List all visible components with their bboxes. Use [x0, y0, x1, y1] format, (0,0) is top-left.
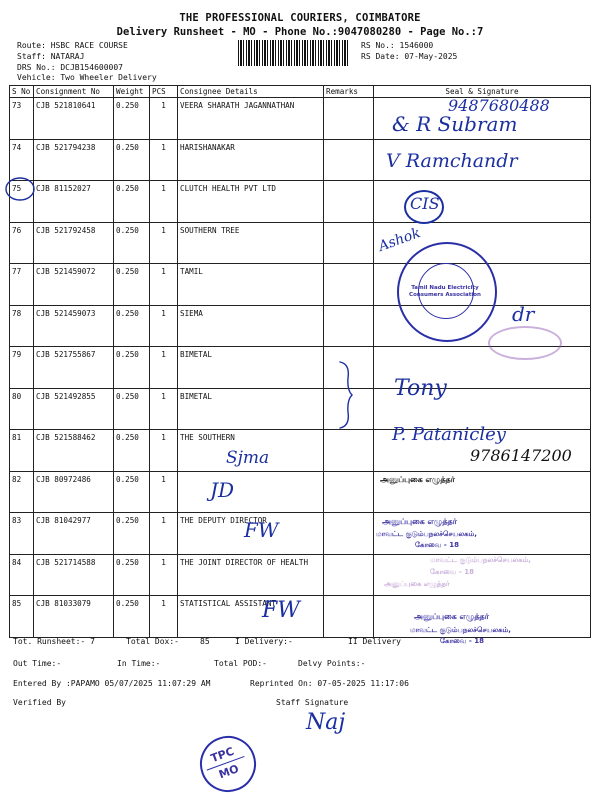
cell-consignee: CLUTCH HEALTH PVT LTD [178, 181, 324, 223]
company-title: THE PROFESSIONAL COURIERS, COIMBATORE [179, 12, 421, 24]
table-row [10, 181, 591, 223]
cell-remarks [324, 181, 374, 223]
cell-consignee: SIEMA [178, 305, 324, 347]
in-time-label: In Time:- [117, 659, 161, 668]
total-runsheet: Tot. Runsheet:- 7 [13, 637, 95, 646]
cell-remarks [324, 222, 374, 264]
cell-weight: 0.250 [114, 139, 150, 181]
col-sno: S No [10, 86, 34, 98]
cell-pcs: 1 [150, 554, 178, 596]
faded-stamp [488, 326, 562, 360]
cell-pcs: 1 [150, 264, 178, 306]
tpc-stamp-bottom-text: MO [217, 762, 241, 782]
staff-label: Staff: NATARAJ [17, 52, 85, 61]
tamil-stamp-received-1: அனுப்புகை எழுத்தர் [380, 475, 455, 484]
staff-signature-label: Staff Signature [276, 698, 349, 707]
cell-pcs: 1 [150, 430, 178, 472]
col-remarks: Remarks [324, 86, 374, 98]
cell-remarks [324, 554, 374, 596]
brace-mark-79-80 [336, 360, 356, 430]
cell-consignee: THE SOUTHERN [178, 430, 324, 472]
cell-consignee [178, 471, 324, 513]
cell-consignee: HARISHANAKAR [178, 139, 324, 181]
cell-remarks [324, 513, 374, 555]
tamil-stamp-received-2: அனுப்புகை எழுத்தர் [382, 517, 457, 526]
cell-remarks [324, 139, 374, 181]
handwritten-phone-73: 9487680488 [448, 96, 550, 115]
cell-weight: 0.250 [114, 222, 150, 264]
cell-sno: 85 [10, 596, 34, 638]
cell-pcs: 1 [150, 98, 178, 140]
barcode [238, 40, 350, 66]
cell-sno: 78 [10, 305, 34, 347]
row75-circle-mark [4, 176, 38, 202]
i-delivery-label: I Delivery:- [235, 637, 293, 646]
tamil-stamp-city-1: கோவை - 18 [415, 541, 459, 549]
staff-handwritten-signature: Naj [306, 710, 346, 735]
cell-consignee: THE DEPUTY DIRECTOR [178, 513, 324, 555]
cell-pcs: 1 [150, 139, 178, 181]
cell-sno: 80 [10, 388, 34, 430]
handwritten-signature-76: Ashok [376, 225, 423, 255]
cell-consignee: BIMETAL [178, 347, 324, 389]
col-consignee: Consignee Details [178, 86, 324, 98]
tamil-stamp-office-faded: மாவட்ட குடும்பநலச்செயலகம், [430, 556, 531, 564]
cell-consignment: CJB 521810641 [34, 98, 114, 140]
cell-consignment: CJB 521459072 [34, 264, 114, 306]
cell-sno: 79 [10, 347, 34, 389]
cell-remarks [324, 98, 374, 140]
cell-consignment: CJB 521792458 [34, 222, 114, 264]
tamil-stamp-received-faded: அனுப்புகை எழுத்தர் [384, 580, 450, 588]
cell-sno: 73 [10, 98, 34, 140]
cell-remarks [324, 596, 374, 638]
handwritten-signature-83: FW [244, 518, 279, 542]
cell-consignment: CJB 521459073 [34, 305, 114, 347]
total-dox-value: 85 [200, 637, 210, 646]
delivery-points-label: Delvy Points:- [298, 659, 366, 668]
col-pcs: PCS [150, 86, 178, 98]
entered-by: Entered By :PAPAMO 05/07/2025 11:07:29 AM [13, 679, 211, 688]
cell-weight: 0.250 [114, 471, 150, 513]
table-row [10, 471, 591, 513]
total-pod-label: Total POD:- [214, 659, 267, 668]
cell-sno: 82 [10, 471, 34, 513]
cell-consignee: BIMETAL [178, 388, 324, 430]
cell-sno: 74 [10, 139, 34, 181]
cell-consignment: CJB 81033079 [34, 596, 114, 638]
runsheet-subtitle: Delivery Runsheet - MO - Phone No.:9047080280 - Page No.:7 [116, 26, 484, 38]
cell-consignment: CJB 521714588 [34, 554, 114, 596]
cell-weight: 0.250 [114, 596, 150, 638]
cell-sno: 81 [10, 430, 34, 472]
handwritten-name-81: Sjma [226, 448, 270, 468]
vehicle-label: Vehicle: Two Wheeler Delivery [17, 73, 157, 82]
tamil-stamp-city-faded: கோவை - 18 [430, 568, 474, 576]
cell-pcs: 1 [150, 305, 178, 347]
handwritten-phone-81: 9786147200 [470, 446, 572, 465]
cell-pcs: 1 [150, 347, 178, 389]
cell-sno: 75 [10, 181, 34, 223]
handwritten-signature-81: P. Patanicley [392, 424, 506, 445]
handwritten-signature-73: & R Subram [392, 112, 518, 136]
cell-remarks [324, 264, 374, 306]
tamil-stamp-received-3: அனுப்புகை எழுத்தர் [414, 612, 489, 621]
ii-delivery-label: II Delivery [348, 637, 401, 646]
cell-consignee: TAMIL [178, 264, 324, 306]
tamil-stamp-office-3: மாவட்ட குடும்பநலச்செயலகம், [410, 626, 511, 634]
handwritten-signature-82: JD [210, 478, 235, 502]
cell-remarks [324, 430, 374, 472]
verified-by-label: Verified By [13, 698, 66, 707]
col-consignment: Consignment No [34, 86, 114, 98]
handwritten-signature-78: dr [512, 302, 535, 326]
cell-weight: 0.250 [114, 430, 150, 472]
table-row [10, 222, 591, 264]
cell-consignment: CJB 80972486 [34, 471, 114, 513]
cell-consignment: CJB 521794238 [34, 139, 114, 181]
cell-sno: 77 [10, 264, 34, 306]
table-row [10, 513, 591, 555]
cell-weight: 0.250 [114, 388, 150, 430]
handwritten-signature-85: FW [262, 598, 300, 623]
out-time-label: Out Time:- [13, 659, 62, 668]
route-label: Route: HSBC RACE COURSE [17, 41, 128, 50]
cell-pcs: 1 [150, 388, 178, 430]
cell-weight: 0.250 [114, 181, 150, 223]
cell-pcs: 1 [150, 596, 178, 638]
handwritten-signature-74: V Ramchandr [386, 150, 518, 172]
rs-number: RS No.: 1546000 [361, 41, 434, 50]
cell-consignment: CJB 521588462 [34, 430, 114, 472]
cell-weight: 0.250 [114, 264, 150, 306]
cell-consignment: CJB 81042977 [34, 513, 114, 555]
cell-consignee: THE JOINT DIRECTOR OF HEALTH [178, 554, 324, 596]
tamil-stamp-city-3: கோவை - 18 [440, 637, 484, 645]
tamil-stamp-office-1: மாவட்ட குடும்பநலச்செயலகம், [376, 530, 477, 538]
rs-date: RS Date: 07-May-2025 [361, 52, 458, 61]
cell-sno: 84 [10, 554, 34, 596]
cell-pcs: 1 [150, 181, 178, 223]
cell-weight: 0.250 [114, 98, 150, 140]
cell-consignment: CJB 521755867 [34, 347, 114, 389]
cell-weight: 0.250 [114, 347, 150, 389]
table-row [10, 264, 591, 306]
handwritten-signature-75: CIS [410, 194, 440, 213]
cell-sno: 76 [10, 222, 34, 264]
tpc-stamp-top-text: TPC [209, 744, 236, 766]
cell-weight: 0.250 [114, 554, 150, 596]
cell-consignment: CJB 521492855 [34, 388, 114, 430]
cell-consignee: STATISTICAL ASSISTANT [178, 596, 324, 638]
tpc-mo-stamp [192, 728, 264, 800]
cell-remarks [324, 471, 374, 513]
cell-remarks [324, 305, 374, 347]
cell-weight: 0.250 [114, 513, 150, 555]
cell-pcs: 1 [150, 471, 178, 513]
handwritten-signature-80: Tony [394, 376, 447, 401]
cell-consignee: VEERA SHARATH JAGANNATHAN [178, 98, 324, 140]
reprinted-on: Reprinted On: 07-05-2025 11:17:06 [250, 679, 409, 688]
cell-consignee: SOUTHERN TREE [178, 222, 324, 264]
cell-consignment: CJB 81152027 [34, 181, 114, 223]
col-seal-signature: Seal & Signature [374, 86, 591, 98]
consumer-association-stamp-text: Tamil Nadu Electricity Consumers Association [409, 285, 481, 298]
drs-number: DRS No.: DCJB154600007 [17, 63, 123, 72]
total-dox-label: Total Dox:- [126, 637, 179, 646]
cell-pcs: 1 [150, 222, 178, 264]
cell-weight: 0.250 [114, 305, 150, 347]
col-weight: Weight [114, 86, 150, 98]
cell-sno: 83 [10, 513, 34, 555]
cell-pcs: 1 [150, 513, 178, 555]
